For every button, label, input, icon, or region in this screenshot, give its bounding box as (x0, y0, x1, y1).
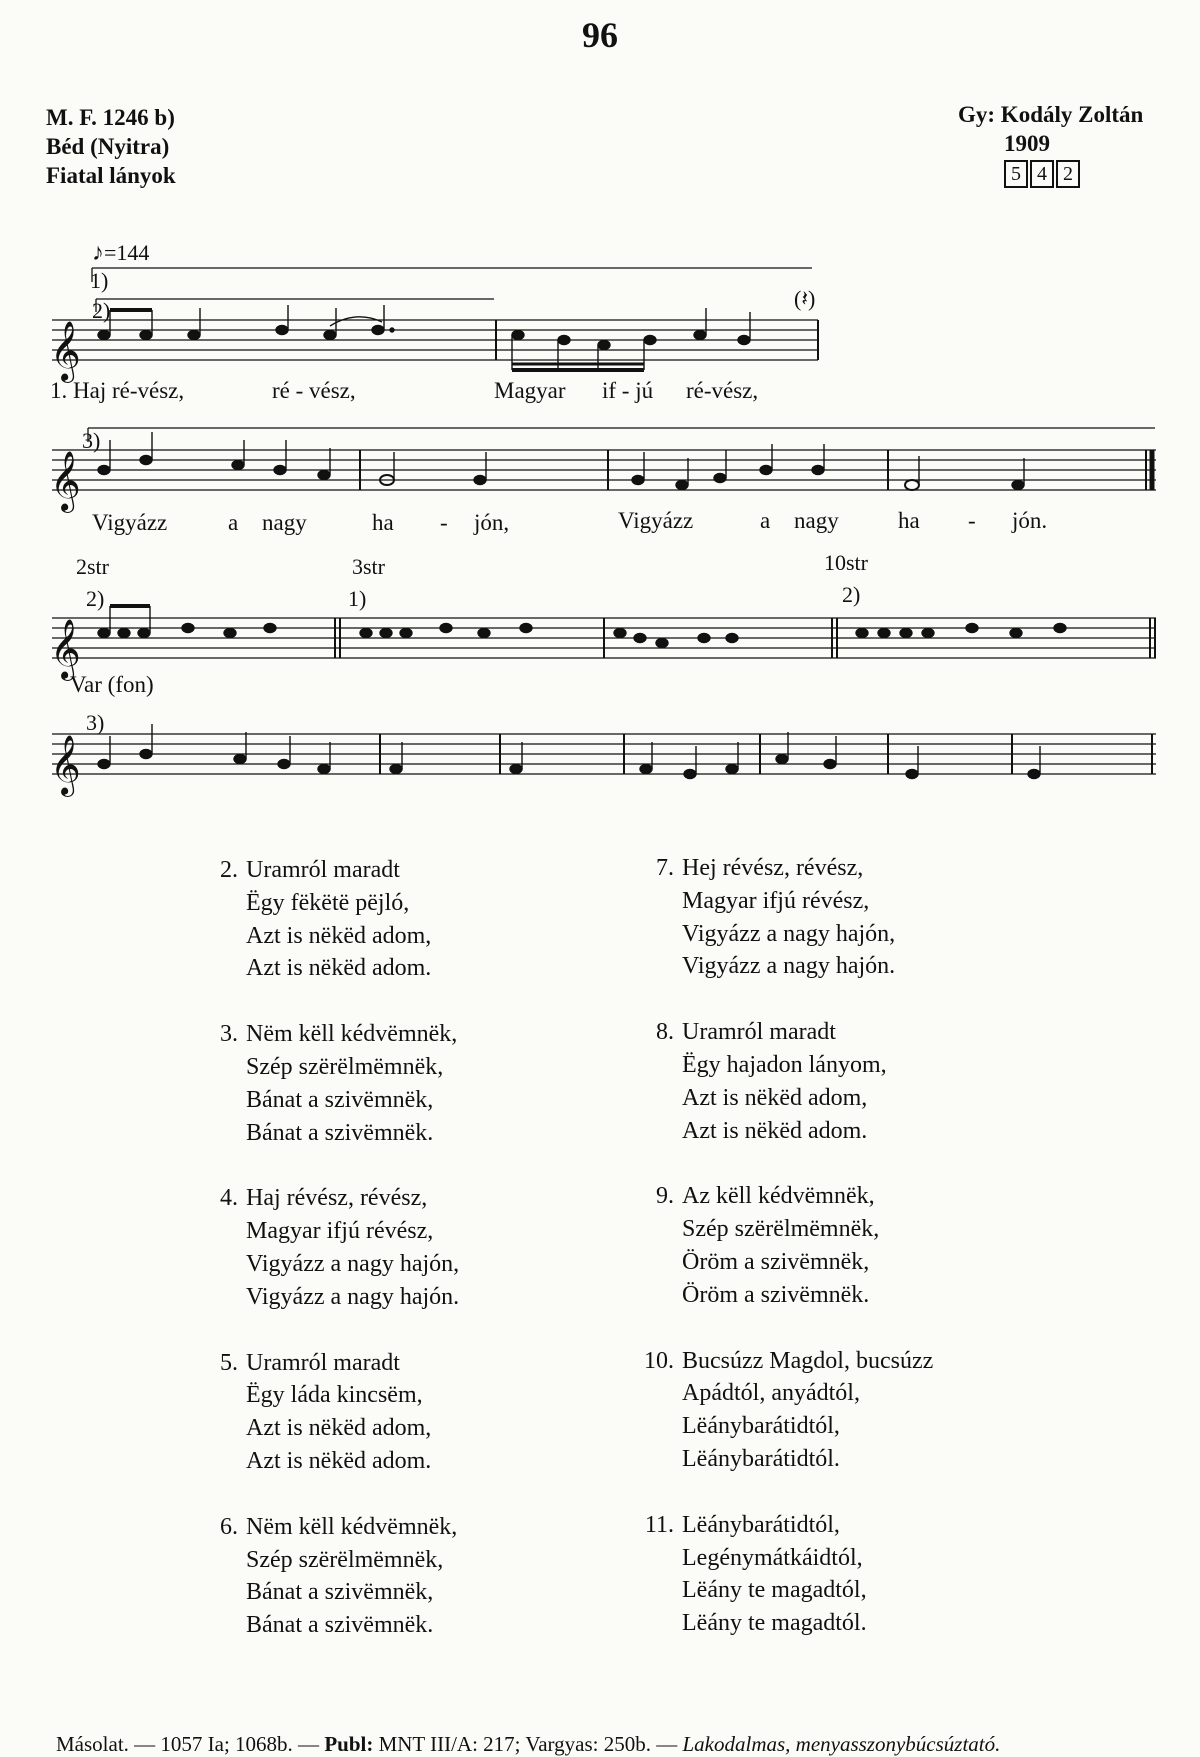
verse-line: Uramról maradt (682, 1019, 836, 1046)
verse-line: Azt is nëkëd adom. (246, 1447, 432, 1474)
verse-number: 8. (656, 1019, 674, 1046)
collector: Gy: Kodály Zoltán (958, 102, 1144, 127)
volta-2-label: 2) (92, 298, 111, 323)
footnote-publications: MNT III/A: 217; Vargyas: 250b. — (373, 1732, 683, 1756)
verse-line: Ëgy hajadon lányom, (682, 1051, 887, 1078)
lyric-syllable: nagy (794, 508, 839, 533)
eighth-note-icon: ♪ (92, 240, 104, 266)
verse (196, 854, 459, 985)
volta-3-label: 3) (86, 710, 105, 735)
verse-line: Uramról maradt (246, 857, 400, 883)
lyric-syllable: a (760, 508, 771, 533)
verse (196, 1018, 459, 1149)
verse-line: Azt is nëkëd adom. (246, 955, 432, 982)
verse-line: Lëánybarátidtól. (682, 1445, 840, 1472)
lyric-syllable: jón. (1012, 508, 1048, 533)
verse-number: 6. (220, 1513, 238, 1540)
staff-3 (52, 618, 1156, 658)
verse-line: Szép szërëlmëmnëk, (246, 1546, 444, 1573)
verse (196, 1347, 459, 1478)
verse-line: Azt is nëkëd adom, (246, 922, 432, 949)
verse-line: Szép szërëlmëmnëk, (682, 1216, 880, 1243)
lyric-syllable: ha (372, 510, 394, 535)
tempo-value: =144 (104, 240, 150, 265)
collection-reference: M. F. 1246 b) (46, 105, 175, 130)
footnote-copy: Másolat. — 1057 Ia; 1068b. — (56, 1732, 325, 1756)
verse-line: Azt is nëkëd adom. (682, 1117, 868, 1144)
verse-line: Ëgy fëkëtë pëjló, (246, 889, 410, 916)
verse-line: Nëm këll kédvëmnëk, (246, 1513, 458, 1540)
staff-1 (52, 320, 818, 360)
verse-line: Apádtól, anyádtól, (682, 1380, 860, 1407)
notes-staff-2 (98, 432, 1024, 490)
verse-number: 7. (656, 855, 674, 881)
location: Béd (Nyitra) (46, 134, 170, 159)
footnote-publ-label: Publ: (324, 1732, 374, 1756)
collection-year: 1909 (1004, 131, 1050, 156)
lyric-syllable: a (228, 510, 239, 535)
verse-line: Magyar ifjú révész, (246, 1218, 434, 1245)
lyric-syllable: jón, (474, 510, 510, 535)
verse-line: Bánat a szivëmnëk, (246, 1579, 434, 1606)
performers: Fiatal lányok (46, 163, 176, 188)
verse-line: Lëánybarátidtól, (682, 1511, 840, 1538)
lyric-syllable: Vigyázz (618, 508, 694, 533)
class-box: 4 (1030, 160, 1054, 188)
lyric-syllable: 1. Haj ré-vész, (50, 378, 185, 403)
volta-2-label: 2) (86, 586, 105, 611)
verse-line: Vigyázz a nagy hajón, (682, 920, 896, 947)
verse-line: Azt is nëkëd adom, (246, 1415, 432, 1442)
verse-line: Bánat a szivëmnëk. (246, 1119, 434, 1146)
verse-number: 5. (220, 1349, 238, 1376)
verse (196, 1511, 459, 1642)
verse-line: Bucsúzz Magdol, bucsúzz (682, 1347, 934, 1374)
volta-3-label: 3) (82, 428, 101, 453)
class-box: 5 (1004, 160, 1028, 188)
verse-line: Vigyázz a nagy hajón, (246, 1250, 460, 1277)
verse-line: Vigyázz a nagy hajón. (682, 953, 896, 980)
verse (632, 1180, 933, 1311)
treble-clef-icon: 𝄞 (50, 321, 81, 381)
footnote-genre: Lakodalmas, menyasszonybúcsúztató. (682, 1732, 1001, 1756)
variant-label: Var (fon) (70, 672, 154, 697)
stanza-10-label: 10str (824, 550, 868, 575)
notes-staff-4 (98, 724, 1040, 779)
treble-clef-icon: 𝄞 (50, 619, 81, 679)
verse-line: Hej révész, révész, (682, 855, 864, 881)
verse-line: Uramról maradt (246, 1349, 400, 1376)
verse-line: Haj révész, révész, (246, 1185, 428, 1212)
verse-number: 11. (644, 1511, 674, 1538)
staff-4 (52, 734, 1156, 774)
verse-number: 4. (220, 1185, 238, 1212)
lyric-syllable: ré - vész, (272, 378, 356, 403)
volta-1-label: 1) (348, 586, 367, 611)
treble-clef-icon: 𝄞 (50, 735, 81, 795)
verses-left-column (196, 854, 459, 1642)
verse-number: 3. (220, 1021, 238, 1048)
lyric-syllable: Vigyázz (92, 510, 168, 535)
class-box: 2 (1056, 160, 1080, 188)
verse-line: Magyar ifjú révész, (682, 887, 870, 914)
verse-number: 2. (220, 857, 238, 883)
verses-right-column (632, 852, 933, 1640)
lyric-syllable: - (968, 508, 976, 533)
lyric-syllable: ré-vész, (686, 378, 759, 403)
verse-line: Bánat a szivëmnëk, (246, 1086, 434, 1113)
verse (632, 1509, 933, 1640)
staff-2 (52, 450, 1156, 490)
verse-line: Lëánybarátidtól, (682, 1413, 840, 1440)
lyric-syllable: Magyar (494, 378, 566, 403)
verse-line: Legénymátkáidtól, (682, 1544, 863, 1571)
lyric-syllable: if - jú (602, 378, 654, 403)
verse-line: Vigyázz a nagy hajón. (246, 1283, 460, 1310)
verse (632, 1345, 933, 1476)
verse-line: Az këll kédvëmnëk, (682, 1183, 875, 1210)
stanza-3-label: 3str (352, 554, 385, 579)
verse (196, 1182, 459, 1313)
verse-line: Ëgy láda kincsëm, (246, 1382, 423, 1409)
treble-clef-icon: 𝄞 (50, 451, 81, 511)
verse-number: 9. (656, 1183, 674, 1210)
lyric-syllable: - (440, 510, 448, 535)
page-number: 96 (582, 15, 618, 55)
verse-line: Nëm këll kédvëmnëk, (246, 1021, 458, 1048)
verse-line: Öröm a szivëmnëk. (682, 1281, 870, 1308)
verse-line: Bánat a szivëmnëk. (246, 1612, 434, 1639)
fermata-rest-mark: (𝄽) (794, 286, 816, 311)
volta-2-label: 2) (842, 582, 861, 607)
verse-line: Azt is nëkëd adom, (682, 1084, 868, 1111)
verse-number: 10. (644, 1347, 674, 1374)
volta-1-label: 1) (90, 268, 109, 293)
verse-line: Lëány te magadtól. (682, 1610, 867, 1637)
verse-line: Lëány te magadtól, (682, 1577, 867, 1604)
verse-line: Öröm a szivëmnëk, (682, 1248, 870, 1275)
source-footnote (56, 1732, 1000, 1757)
verse (632, 852, 933, 983)
notes-staff-3 (98, 606, 1066, 648)
stanza-2-label: 2str (76, 554, 109, 579)
lyric-syllable: ha (898, 508, 920, 533)
lyric-syllable: nagy (262, 510, 307, 535)
verse-line: Szép szërëlmëmnëk, (246, 1053, 444, 1080)
verse (632, 1016, 933, 1147)
